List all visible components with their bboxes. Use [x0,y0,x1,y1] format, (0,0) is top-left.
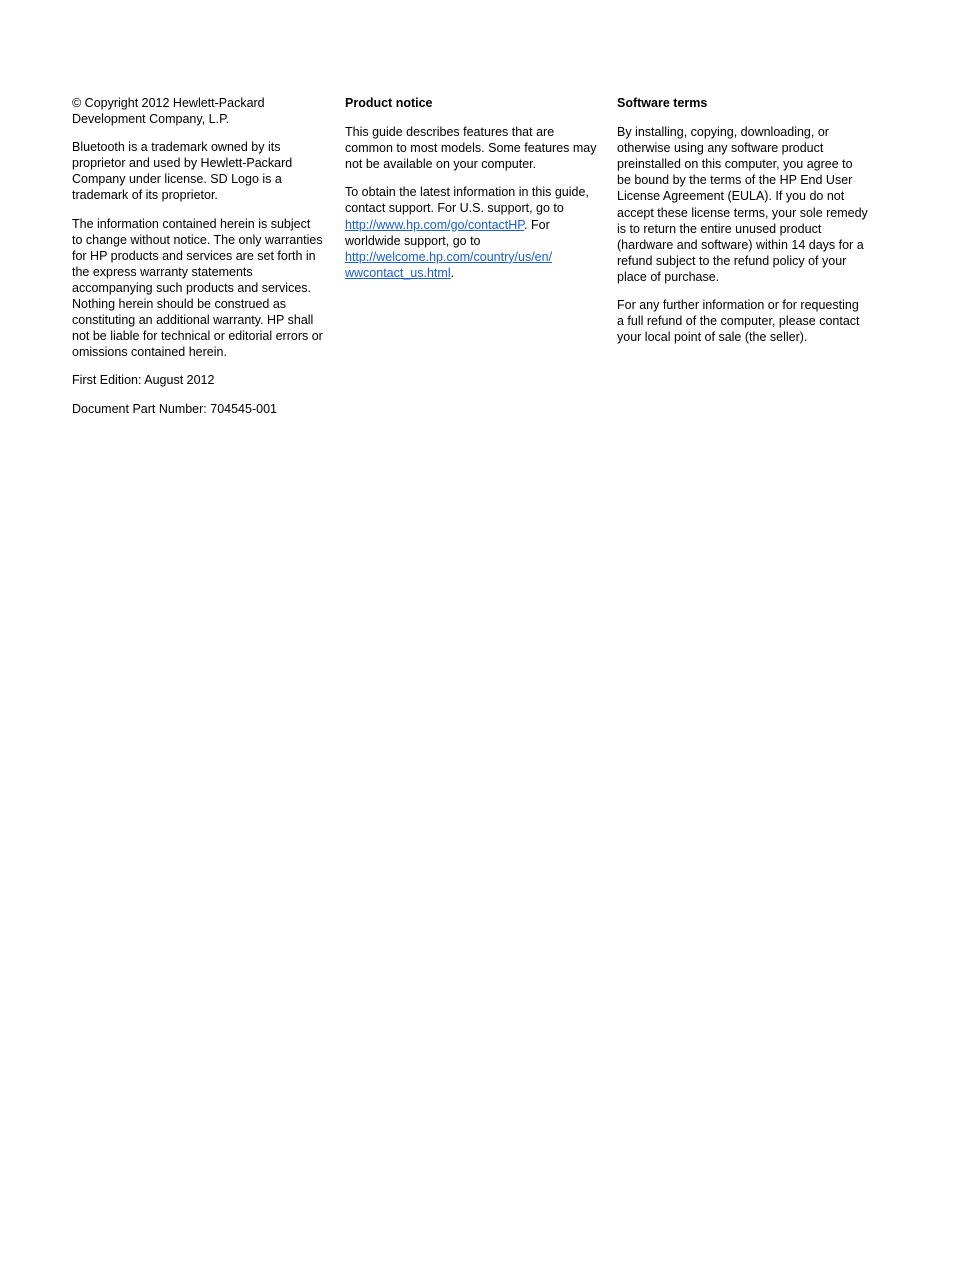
trademark-notice: Bluetooth is a trademark owned by its proprietor and used by Hewlett-Packard Company under license. SD Logo is a trademark of its proprietor. [72,140,293,203]
part-number-line: Document Part Number: 704545-001 [72,401,277,416]
support-text-after: . [450,265,455,280]
support-text-before: To obtain the latest information in this guide, contact support. For U.S. support, go to [345,185,589,216]
eula-paragraph: By installing, copying, downloading, or otherwise using any software product preinstalled on this computer, you agree to be bound by the terms of the HP End User License Agreement (EULA). If you do not accept these license terms, your sole remedy is to return the entire unused product (hardware and software) within 14 days for a refund subject to the refund policy of your place of purchase. [617,125,868,284]
worldwide-support-link[interactable]: http://welcome.hp.com/country/us/en/wwcontact_us.html [345,249,553,280]
product-notice-column [345,95,597,293]
software-terms-heading: Software terms [617,96,708,110]
support-text-middle: . For worldwide support, go to [345,217,550,248]
product-notice-paragraph: This guide describes features that are common to most models. Some features may not be available on your computer. [345,125,597,172]
warranty-disclaimer: The information contained herein is subject to change without notice. The only warranties for HP products and services are set forth in the express warranty statements accompanying such products and services. Nothing herein should be construed as constituting an additional warranty. HP shall not be liable for technical or editorial errors or omissions contained herein. [72,216,323,360]
edition-line: First Edition: August 2012 [72,373,215,388]
us-support-link[interactable]: http://www.hp.com/go/contactHP [345,217,525,232]
support-paragraph [345,184,597,281]
software-terms-column [617,95,869,357]
refund-paragraph: For any further information or for requesting a full refund of the computer, please contact your local point of sale (the seller). [617,298,860,345]
copyright-notice: © Copyright 2012 Hewlett-Packard Development Company, L.P. [72,96,265,127]
product-notice-heading: Product notice [345,96,433,110]
legal-column [72,95,324,429]
